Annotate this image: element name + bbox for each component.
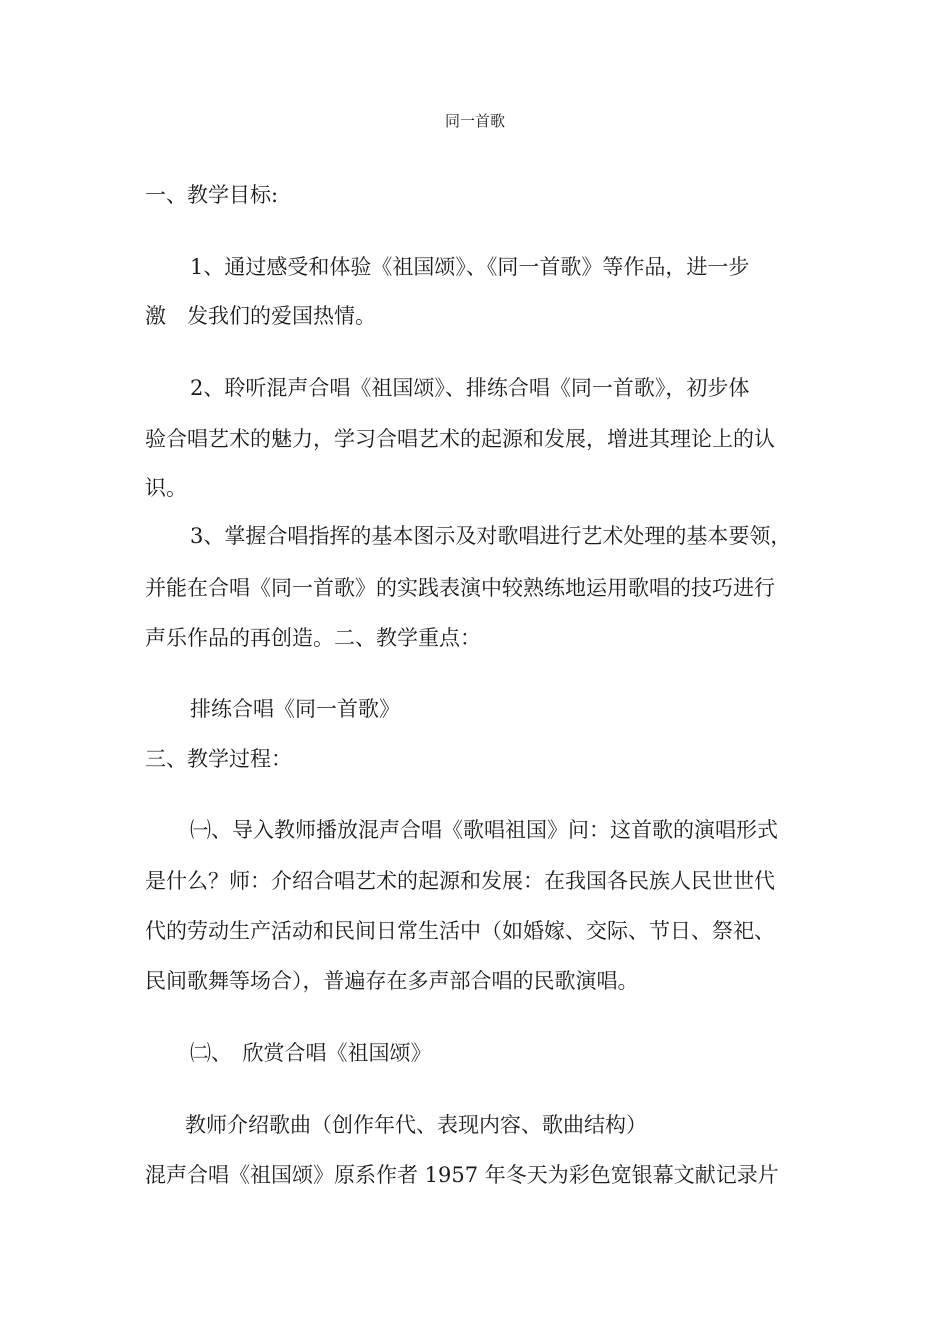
paragraph-line: 民间歌舞等场合），普遍存在多声部合唱的民歌演唱。: [145, 969, 639, 993]
paragraph-line: 3、掌握合唱指挥的基本图示及对歌唱进行艺术处理的基本要领，: [190, 524, 792, 548]
paragraph-line: 验合唱艺术的魅力，学习合唱艺术的起源和发展，增进其理论上的认: [145, 427, 775, 451]
paragraph-line: 2、聆听混声合唱《祖国颂》、排练合唱《同一首歌》，初步体: [190, 376, 750, 400]
paragraph-line: 排练合唱《同一首歌》: [190, 697, 400, 721]
paragraph-line: ㈠、导入教师播放混声合唱《歌唱祖国》问：这首歌的演唱形式: [190, 818, 778, 842]
paragraph-line: 混声合唱《祖国颂》原系作者 1957 年冬天为彩色宽银幕文献记录片: [145, 1163, 779, 1187]
paragraph-line: ㈡、 欣赏合唱《祖国颂》: [190, 1041, 432, 1065]
document-title: 同一首歌: [444, 112, 505, 130]
paragraph-line: 并能在合唱《同一首歌》的实践表演中较熟练地运用歌唱的技巧进行: [145, 576, 775, 600]
paragraph-line: 教师介绍歌曲（创作年代、表现内容、歌曲结构）: [185, 1113, 647, 1137]
paragraph-line: 声乐作品的再创造。二、教学重点：: [145, 626, 481, 650]
paragraph-line: 激 发我们的爱国热情。: [145, 304, 376, 328]
paragraph-line: 代的劳动生产活动和民间日常生活中（如婚嫁、交际、节日、祭祀、: [145, 919, 775, 943]
paragraph-line: 是什么？师：介绍合唱艺术的起源和发展：在我国各民族人民世世代: [145, 869, 775, 893]
paragraph-line: 1、通过感受和体验《祖国颂》、《同一首歌》等作品，进一步: [190, 255, 750, 279]
paragraph-line: 识。: [145, 476, 187, 500]
section-heading-objectives: 一、教学目标:: [145, 183, 279, 207]
section-heading-process: 三、教学过程：: [145, 747, 292, 771]
